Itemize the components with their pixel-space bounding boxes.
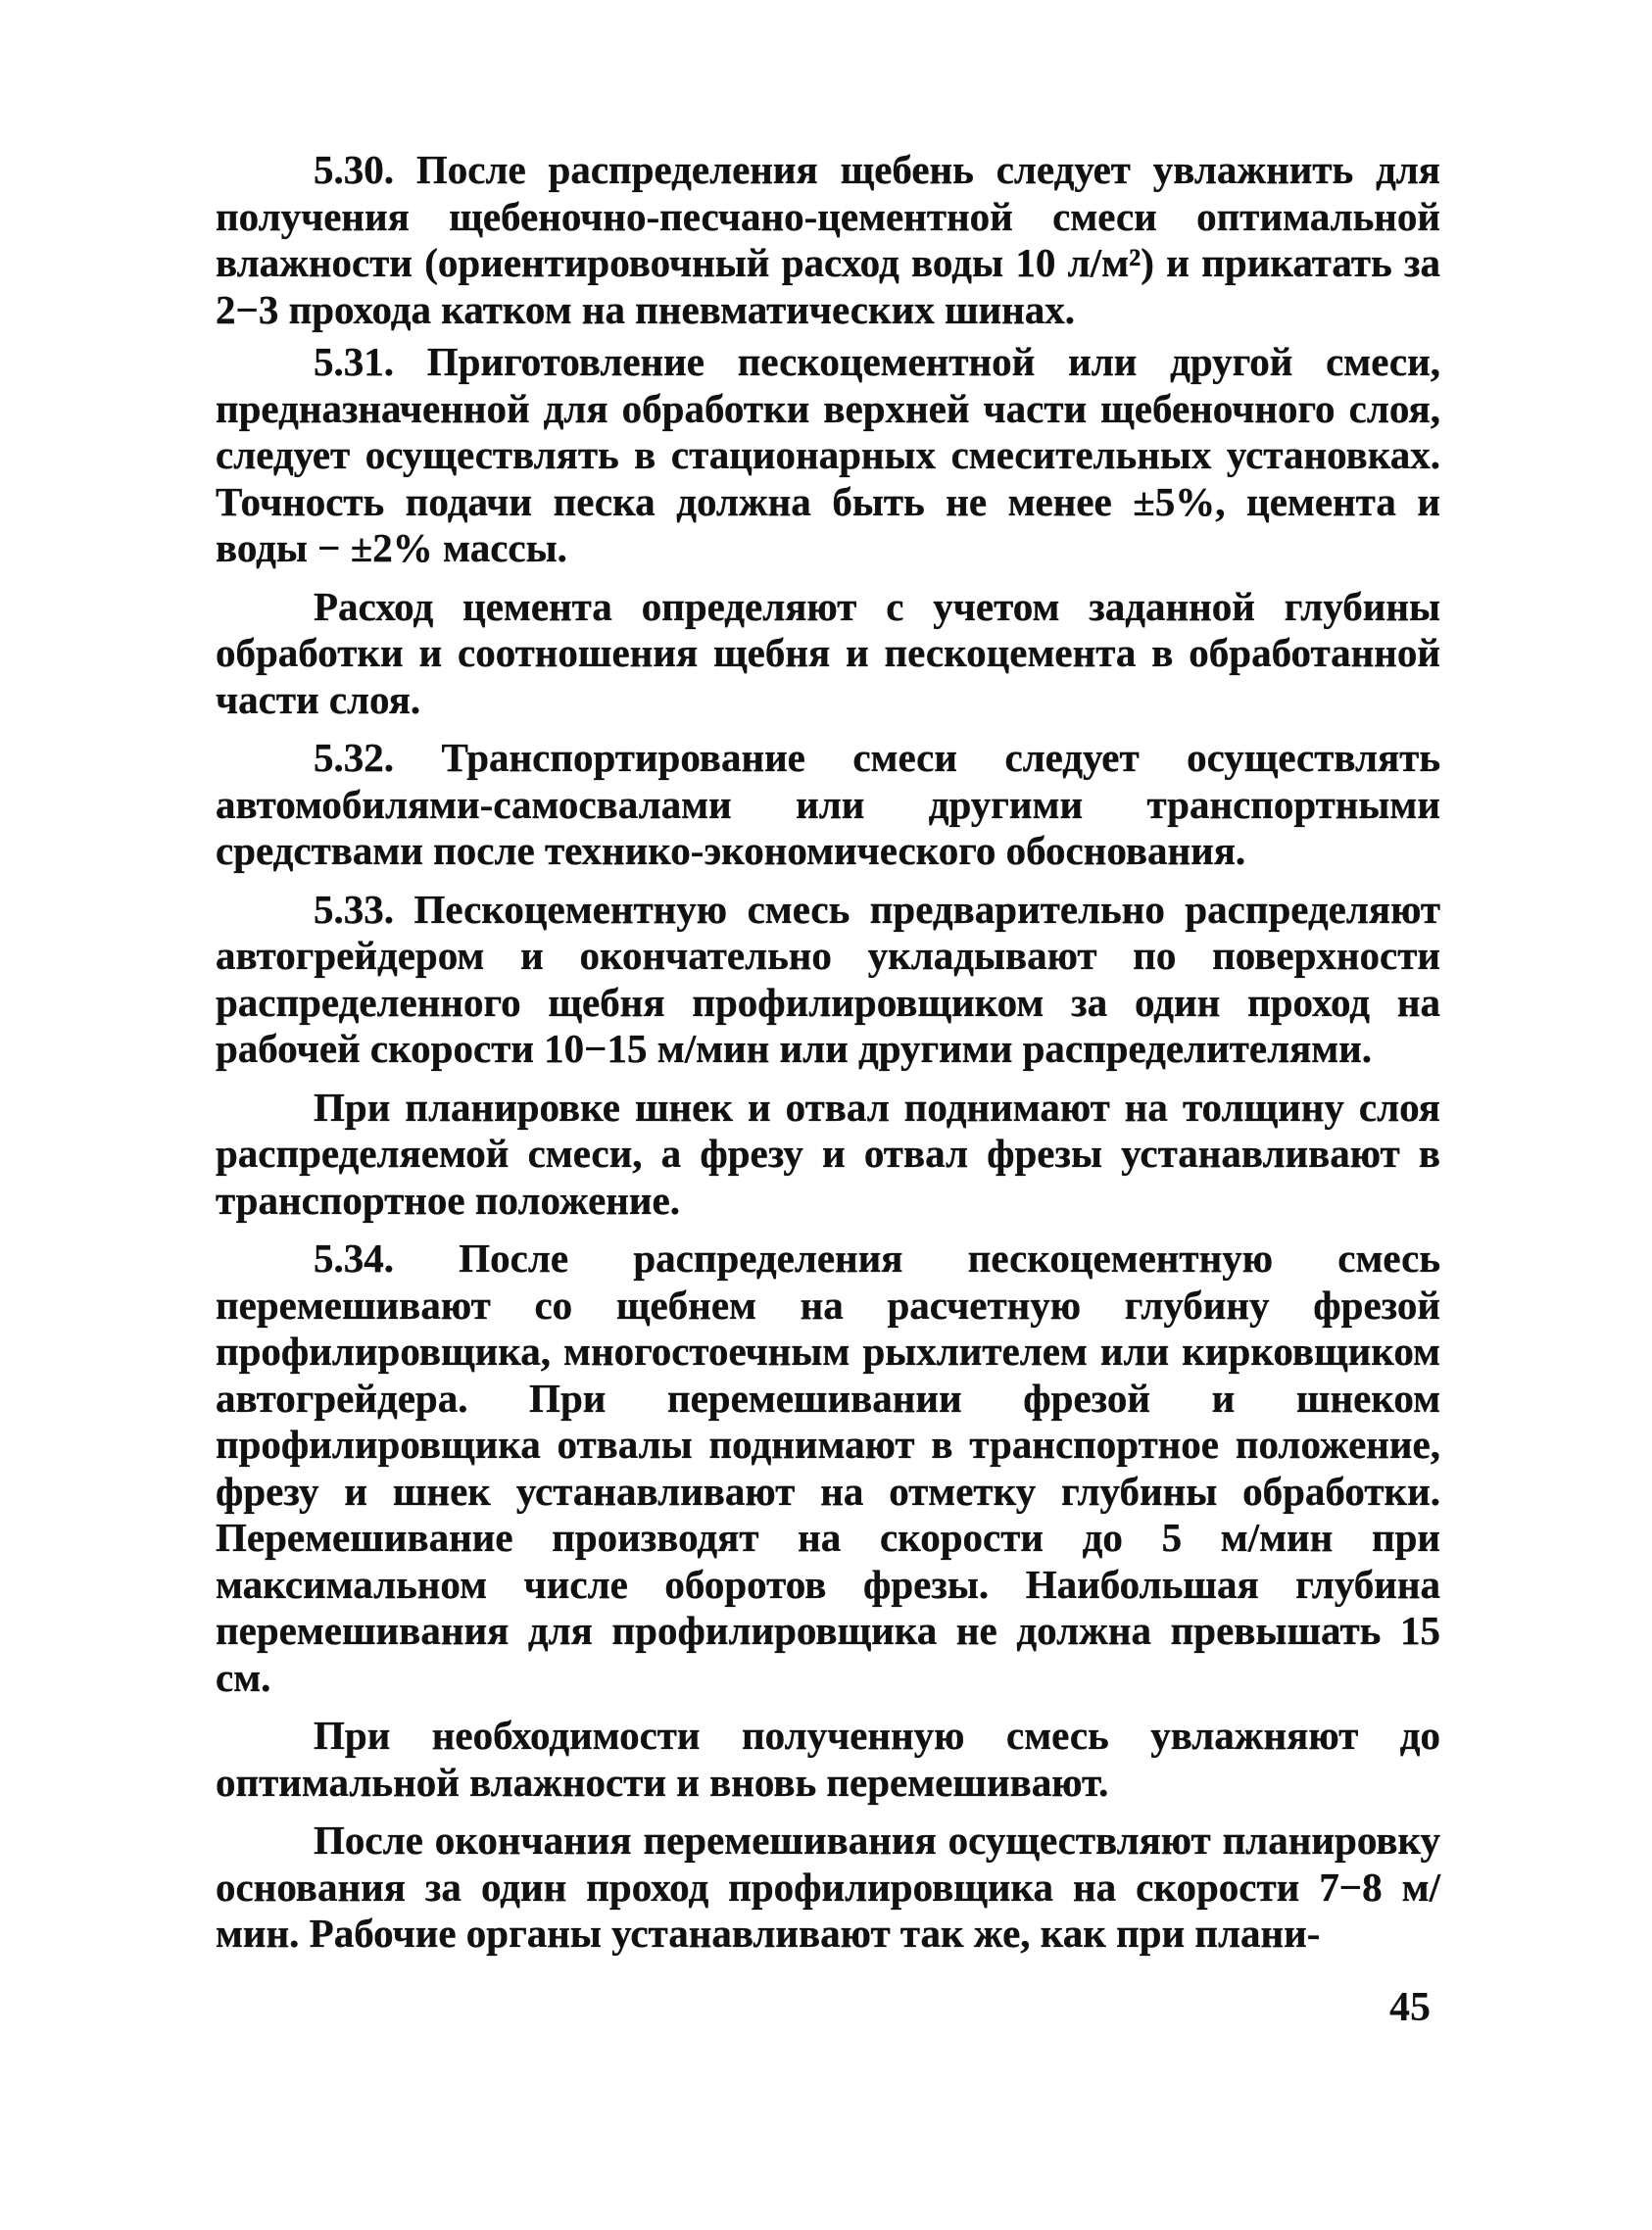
paragraph-5-32: 5.32. Транспортирование смеси следует осуществлять автомобилями-самосвалами или другими транспортными средствами после технико-экономического обоснования. bbox=[216, 735, 1440, 873]
paragraph-planning: При планировке шнек и отвал поднимают на толщину слоя распределяемой смеси, а фрезу и отвал фрезы устанавливают в транспортное положение. bbox=[216, 1084, 1440, 1223]
paragraph-5-33: 5.33. Пескоцементную смесь предварительно распределяют автогрейдером и окончательно укладывают по поверхности распределенного щебня профилировщиком за один проход на рабочей скорости 10−15 м/мин или другими распределителями. bbox=[216, 886, 1440, 1071]
body-text bbox=[216, 147, 1440, 1969]
paragraph-5-30: 5.30. После распределения щебень следует увлажнить для получения щебеночно-песчано-цементной смеси оптимальной влажности (ориентировочный расход воды 10 л/м²) и прикатать за 2−3 прохода катком на пневматических шинах. bbox=[216, 147, 1440, 332]
paragraph-after-mixing: После окончания перемешивания осуществляют планировку основания за один проход профилировщика на скорости 7−8 м/мин. Рабочие органы устанавливают так же, как при плани- bbox=[216, 1818, 1440, 1956]
paragraph-5-31: 5.31. Приготовление пескоцементной или другой смеси, предназначенной для обработки верхней части щебеночного слоя, следует осуществлять в стационарных смесительных установках. Точность подачи песка должна быть не менее ±5%, цемента и воды − ±2% массы. bbox=[216, 339, 1440, 570]
paragraph-moistening: При необходимости полученную смесь увлажняют до оптимальной влажности и вновь перемешивают. bbox=[216, 1713, 1440, 1805]
paragraph-cement-consumption: Расход цемента определяют с учетом заданной глубины обработки и соотношения щебня и пескоцемента в обработанной части слоя. bbox=[216, 583, 1440, 722]
page-number: 45 bbox=[1389, 1985, 1431, 2030]
paragraph-5-34: 5.34. После распределения пескоцементную смесь перемешивают со щебнем на расчетную глубину фрезой профилировщика, многостоечным рыхлителем или кирковщиком автогрейдера. При перемешивании фрезой и шнеком профилировщика отвалы поднимают в транспортное положение, фрезу и шнек устанавливают на отметку глубины обработки. Перемешивание производят на скорости до 5 м/мин при максимальном числе оборотов фрезы. Наибольшая глубина перемешивания для профилировщика не должна превышать 15 см. bbox=[216, 1236, 1440, 1700]
